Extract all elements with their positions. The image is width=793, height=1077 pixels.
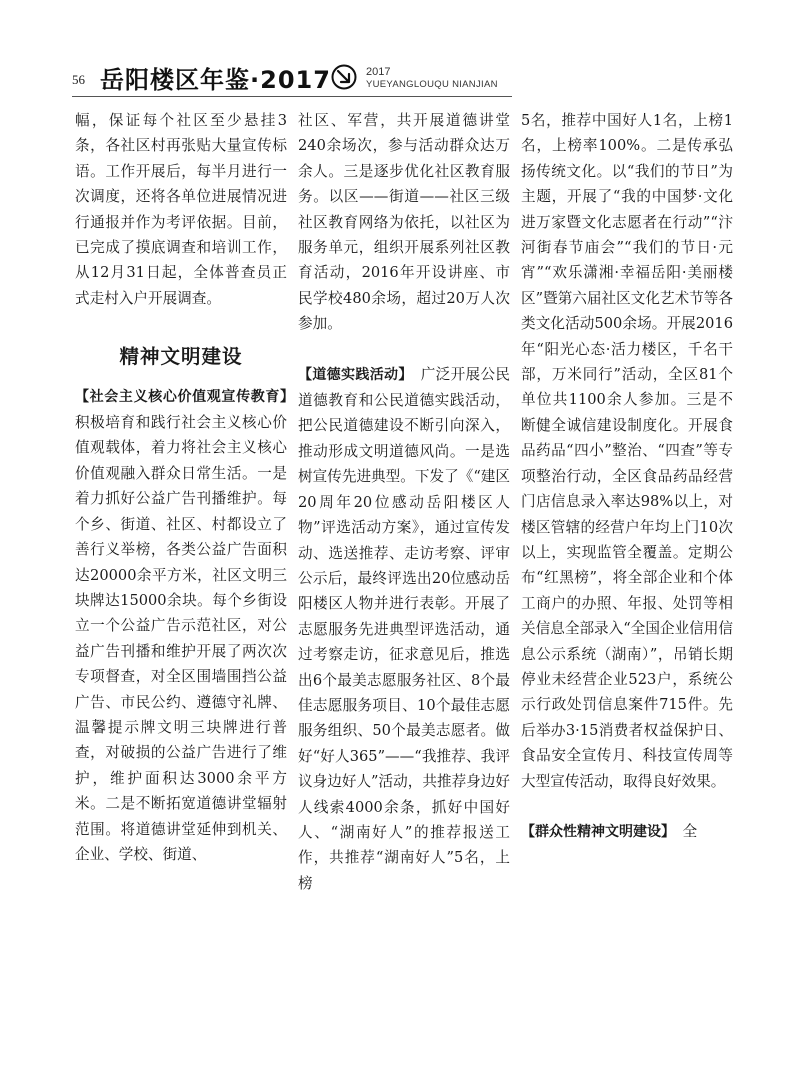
paragraph: 幅，保证每个社区至少悬挂3条，各社区村再张贴大量宣传标语。工作开展后，每半月进行一次调度，还将各单位进展情况进行通报并作为考评依据。目前，已完成了摸底调查和培训工作，从12月31日起，全体普查员正式走村入户开展调查。: [75, 112, 287, 307]
sub-heading: 【社会主义核心价值观宣传教育】: [75, 388, 287, 405]
header-pinyin: YUEYANGLOUQU NIANJIAN: [366, 79, 498, 90]
page-header: [0, 0, 793, 100]
header-year: 2017: [366, 66, 391, 78]
paragraph: [521, 819, 733, 845]
circled-arrow-icon: [331, 64, 357, 90]
sub-heading: 【道德实践活动】: [298, 366, 406, 383]
header-divider: [72, 96, 512, 97]
paragraph: 社区、军营，共开展道德讲堂240余场次，参与活动群众达万余人。三是逐步优化社区教育服务。以区——街道——社区三级社区教育网络为依托，以社区为服务单元，组织开展系列社区教育活动，2016年开设讲座、市民学校480余场，超过20万人次参加。: [298, 112, 510, 333]
section-heading: 精神文明建设: [119, 345, 243, 369]
book-title: 岳阳楼区年鉴·2017: [100, 66, 331, 94]
paragraph-text: 积极培育和践行社会主义核心价值观载体，着力将社会主义核心价值观融入群众日常生活。一是着力抓好公益广告刊播维护。每个乡、街道、社区、村都设立了善行义举榜，各类公益广告面积达20000余平方米，社区文明三块牌达15000余块。每个乡街设立一个公益广告示范社区，对公益广告刊播和维护开展了两次次专项督查，对全区围墙围挡公益广告、市民公约、遵德守礼牌、温馨提示牌文明三块牌进行普查，对破损的公益广告进行了维护，维护面积达3000余平方米。二是不断拓宽道德讲堂辐射范围。将道德讲堂延伸到机关、企业、学校、街道、: [75, 414, 287, 863]
page-number: 56: [72, 72, 85, 87]
paragraph-text: 广泛开展公民道德教育和公民道德实践活动，把公民道德建设不断引向深入，推动形成文明道德风尚。一是选树宣传先进典型。下发了《“建区20周年20位感动岳阳楼区人物”评选活动方案》，通过宣传发动、选送推荐、走访考察、评审公示后，最终评选出20位感动岳阳楼区人物并进行表彰。开展了志愿服务先进典型评选活动，通过考察走访，征求意见后，推选出6个最美志愿服务社区、8个最佳志愿服务项目、10个最佳志愿服务组织、50个最美志愿者。做好“好人365”——“我推荐、我评议身边好人”活动，共推荐身边好人线索4000余条，抓好中国好人、“湖南好人”的推荐报送工作，共推荐“湖南好人”5名，上榜: [298, 365, 510, 892]
paragraph: 5名，推荐中国好人1名，上榜1名，上榜率100%。二是传承弘扬传统文化。以“我们的节日”为主题，开展了“我的中国梦·文化进万家暨文化志愿者在行动”“汴河街春节庙会”“我们的节日·元宵”“欢乐潇湘·幸福岳阳·美丽楼区”暨第六届社区文化艺术节等各类文化活动500余场。开展2016年“阳光心态·活力楼区，千名干部，万米同行”活动，全区81个单位共1100余人参加。三是不断健全诚信建设制度化。开展食品药品“四小”整治、“四查”等专项整治行动，全区食品药品经营门店信息录入率达98%以上，对楼区管辖的经营户年均上门10次以上，实现监管全覆盖。定期公布“红黑榜”，将全部企业和个体工商户的办照、年报、处罚等相关信息全部录入“全国企业信用信息公示系统（湖南）”，吊销长期停业未经营企业523户，系统公示行政处罚信息案件715件。先后举办3·15消费者权益保护日、食品安全宣传月、科技宣传周等大型宣传活动，取得良好效果。: [521, 112, 733, 790]
paragraph: [298, 362, 510, 897]
text-column-3: [521, 108, 733, 845]
sub-heading: 【群众性精神文明建设】: [521, 823, 668, 840]
paragraph: [75, 384, 287, 868]
text-column-2: [298, 108, 510, 896]
paragraph-text: 全: [682, 822, 698, 840]
text-column-1: [75, 108, 287, 867]
